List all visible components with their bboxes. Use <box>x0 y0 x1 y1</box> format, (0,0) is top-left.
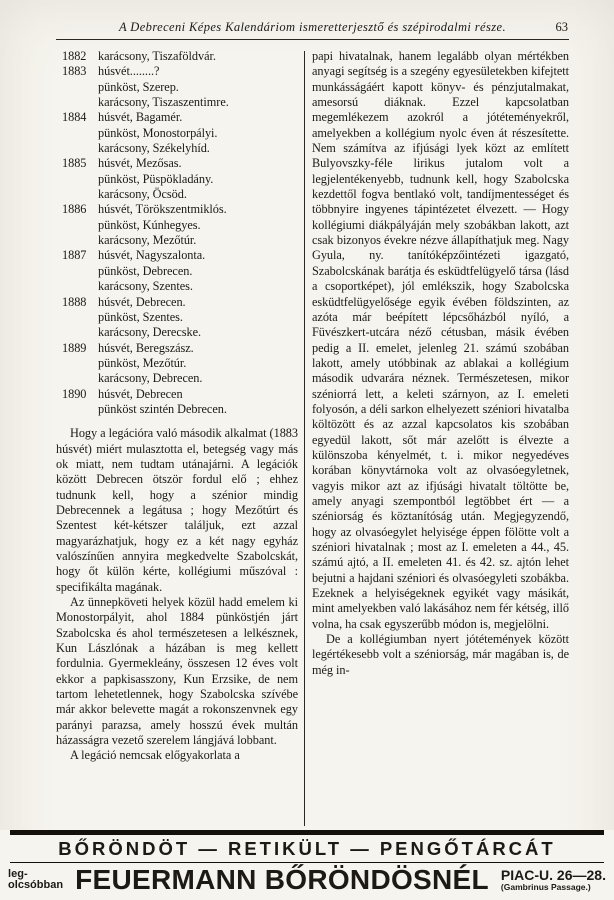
legation-entry <box>62 141 298 156</box>
legation-place: pünköst, Monostorpályi. <box>98 125 218 140</box>
legation-entry <box>62 187 298 202</box>
legation-year: 1882 <box>62 49 87 63</box>
legation-place: karácsony, Székelyhíd. <box>98 141 210 156</box>
legation-place: karácsony, Tiszaföldvár. <box>98 49 216 63</box>
legation-year <box>62 279 98 294</box>
legation-entry <box>62 126 298 141</box>
legation-year <box>62 187 98 202</box>
legation-entry <box>62 218 298 233</box>
legation-year <box>62 126 98 141</box>
legation-entry <box>62 402 298 417</box>
legation-place: húsvét, Debrecen <box>98 386 183 401</box>
legation-place: karácsony, Debrecen. <box>98 371 203 386</box>
ad-passage-note: (Gambrinus Passage.) <box>500 881 591 892</box>
legation-year <box>62 172 98 187</box>
legation-entry <box>62 341 298 356</box>
legation-entry <box>62 172 298 187</box>
legation-year: 1886 <box>62 202 87 217</box>
legation-place: pünköst szintén Debrecen. <box>98 401 227 416</box>
legation-entry <box>62 279 298 294</box>
legation-place: pünköst, Debrecen. <box>98 263 193 278</box>
column-divider <box>304 51 305 826</box>
legation-place: pünköst, Szentes. <box>98 309 183 324</box>
legation-year <box>62 371 98 386</box>
ad-brand-name: FEUERMANN BŐRÖNDÖSNÉL <box>75 864 489 895</box>
page-header <box>0 0 614 35</box>
legation-place: pünköst, Kúnhegyes. <box>98 217 201 232</box>
legation-entry <box>62 110 298 125</box>
legation-year <box>62 310 98 325</box>
legation-place: karácsony, Mezőtúr. <box>98 233 197 248</box>
text-columns <box>0 40 614 832</box>
legation-entry <box>62 295 298 310</box>
legation-entry <box>62 202 298 217</box>
legation-entry <box>62 156 298 171</box>
legation-year: 1889 <box>62 340 87 355</box>
ad-headline: BŐRÖNDÖT — RETIKÜLT — PENGŐTÁRCÁT <box>58 838 556 859</box>
paragraph: De a kollégiumban nyert jótétemények között legértékesebb volt a széniorság, már magában is, de még in- <box>312 632 569 677</box>
legation-list <box>56 49 298 417</box>
legation-entry <box>62 233 298 248</box>
legation-year <box>62 402 98 417</box>
ad-cheapest-note-line1: leg- <box>8 868 28 880</box>
right-column <box>312 49 569 832</box>
advertisement <box>0 830 614 900</box>
paragraph: Az ünnepköveti helyek közül hadd emelem ki Monostorpályit, ahol 1884 pünköstjén járt Szabolcska és ahol természetesen a lelkésznek, Kun Lászlónak a házában is meg kellett fordulnia. Gyermekleány, összesen 12 éves volt ekkor a papkisasszony, Kun Erzsike, de nem tartom lehetetlennek, hogy Szabolcska szívébe már akkor belevette magát a rokonszenvnek egy parányi parazsa, amely hosszú évek multán házasságra vezető szerelem lángjává lobbant. <box>56 595 298 748</box>
legation-year <box>62 95 98 110</box>
legation-entry <box>62 95 298 110</box>
legation-year <box>62 356 98 371</box>
legation-entry <box>62 356 298 371</box>
legation-place: húsvét, Nagyszalonta. <box>98 248 206 263</box>
legation-year: 1883 <box>62 64 87 79</box>
legation-place: karácsony, Tiszaszentimre. <box>98 95 229 110</box>
paragraph: A legáció nemcsak előgyakorlata a <box>70 748 240 763</box>
legation-place: pünköst, Mezőtúr. <box>98 355 187 370</box>
running-title: A Debreceni Képes Kalendáriom ismeretterjesztő és szépirodalmi része. <box>118 20 507 34</box>
legation-place: húsvét, Törökszentmiklós. <box>98 202 227 217</box>
legation-place: húsvét........? <box>98 64 160 79</box>
left-column <box>56 49 298 832</box>
legation-year <box>62 80 98 95</box>
legation-entry <box>62 325 298 340</box>
paragraph: papi hivatalnak, hanem legalább olyan mértékben anyagi segítség is a szegény egyesületekben kifejtett munkásságáért kapott könyv- és pénzjutalmakat, amesorsú diáknak. Ezzel kapcsolatban megemlékezem azokról a jótéteményekről, amelyekben a kollégium nyolc éven át részesítette. Nem számítva az ifjúsági lyek közt az említett Bulyovszky-féle lirikus jutalom volt a legjelentékenyebb, tudnunk kell, hogy Szabolcska kezdettől fogva bentlakó volt, tandíjmentességet és többnyire ingyenes tápintézetet élvezett. — Hogy kollégiumi diákpályáján mely szobákban lakott, azt csak bizonyos évekre nézve állapíthatjuk meg. Nagy Gyula, ny. tanítóképzőintézeti igazgató, Szabolcskának barátja és esküdtfelügyelő társa (lásd a csoportképet), jól emlékszik, hogy Szabolcska esküdtfelügyelősége egyik évében földszinten, az azóta már beépített lépcsőházból nyíló, a Füvészkert-utcára néző cétusban, másik évében pedig a II. emelet, jelenleg 21. számú szobában lakott, amely utóbbinak az ablakai a kollégium második udvarára néznek. Természetesen, mikor széniorrá lett, a keleti szárnyon, az I. emeleti folyosón, a déli sarkon elhelyezett széniori hivatalba költözött és az azzal kapcsolatos kis szobában egyedül lakott, sőt már azelőtt is élvezte a különszoba kényelmét, t. i. mikor negyedéves korában könyvtárnoka volt az olvasóegyletnek, vagyis mikor azt az ifjúsági hivatalt töltötte be, amely anyagi szempontból legtöbbet ért — a széniorság és köztanítóság után. Megjegyzendő, hogy az olvasóegylet helyisége éppen fölötte volt a széniori hivatalnak ; most az I. emeleten a 44., 45. számú ajtó, a II. emeleten 41. és 42. sz. ajtón lehet bejutni a hajdani széniori és olvasóegyleti szobákba. Ezeknek a helyiségeknek egyikét vagy másikát, mint amelyekben való lakásához nem fér kétség, illő volna, ha csak egyszerűbb módon is, megjelölni. <box>312 49 569 631</box>
ad-cheapest-note <box>8 869 63 891</box>
legation-place: pünköst, Szerep. <box>98 79 179 94</box>
legation-year: 1885 <box>62 156 87 171</box>
legation-entry <box>62 310 298 325</box>
legation-year: 1887 <box>62 248 87 263</box>
legation-entry <box>62 371 298 386</box>
legation-entry <box>62 264 298 279</box>
legation-entry <box>62 248 298 263</box>
ad-street-address: PIAC-U. 26—28. <box>500 867 606 884</box>
legation-entry <box>62 49 298 64</box>
legation-place: karácsony, Öcsöd. <box>98 187 187 202</box>
legation-place: húsvét, Beregszász. <box>98 340 194 355</box>
legation-place: karácsony, Szentes. <box>98 279 193 294</box>
legation-year: 1884 <box>62 110 87 125</box>
ad-brand-line <box>9 863 605 896</box>
legation-year <box>62 264 98 279</box>
legation-entry <box>62 387 298 402</box>
ad-cheapest-note-line2: olcsóbban <box>8 879 64 891</box>
legation-entry <box>62 64 298 79</box>
legation-place: húsvét, Mezősas. <box>98 156 182 171</box>
legation-year <box>62 233 98 248</box>
legation-place: karácsony, Derecske. <box>98 325 202 340</box>
legation-place: húsvét, Bagamér. <box>98 110 183 125</box>
paragraph: Hogy a legációra való második alkalmat (1883 húsvét) miért mulasztotta el, betegség vagy más ok miatt, nem tudtam utánajárni. A legációk között Debrecen ötször fordul elő ; ehhez tudnunk kell, hogy a szénior mindig Debrecennek a legátusa ; hogy Mezőtúrt és Szentest két-kétszer találjuk, ezt azzal magyarázhatjuk, hogy ez a két nagy egyház valószínűen annyira megkedvelte Szabolcskát, hogy őt külön kérte, kollégiumi műszóval : specifikálta magának. <box>56 426 298 594</box>
legation-year <box>62 218 98 233</box>
legation-year: 1890 <box>62 386 87 401</box>
left-paragraphs <box>56 426 298 764</box>
legation-place: húsvét, Debrecen. <box>98 294 186 309</box>
legation-entry <box>62 80 298 95</box>
legation-year: 1888 <box>62 294 87 309</box>
page-number: 63 <box>555 20 568 34</box>
ad-address <box>501 868 606 892</box>
legation-place: pünköst, Püspökladány. <box>98 171 214 186</box>
legation-year <box>62 141 98 156</box>
legation-year <box>62 325 98 340</box>
